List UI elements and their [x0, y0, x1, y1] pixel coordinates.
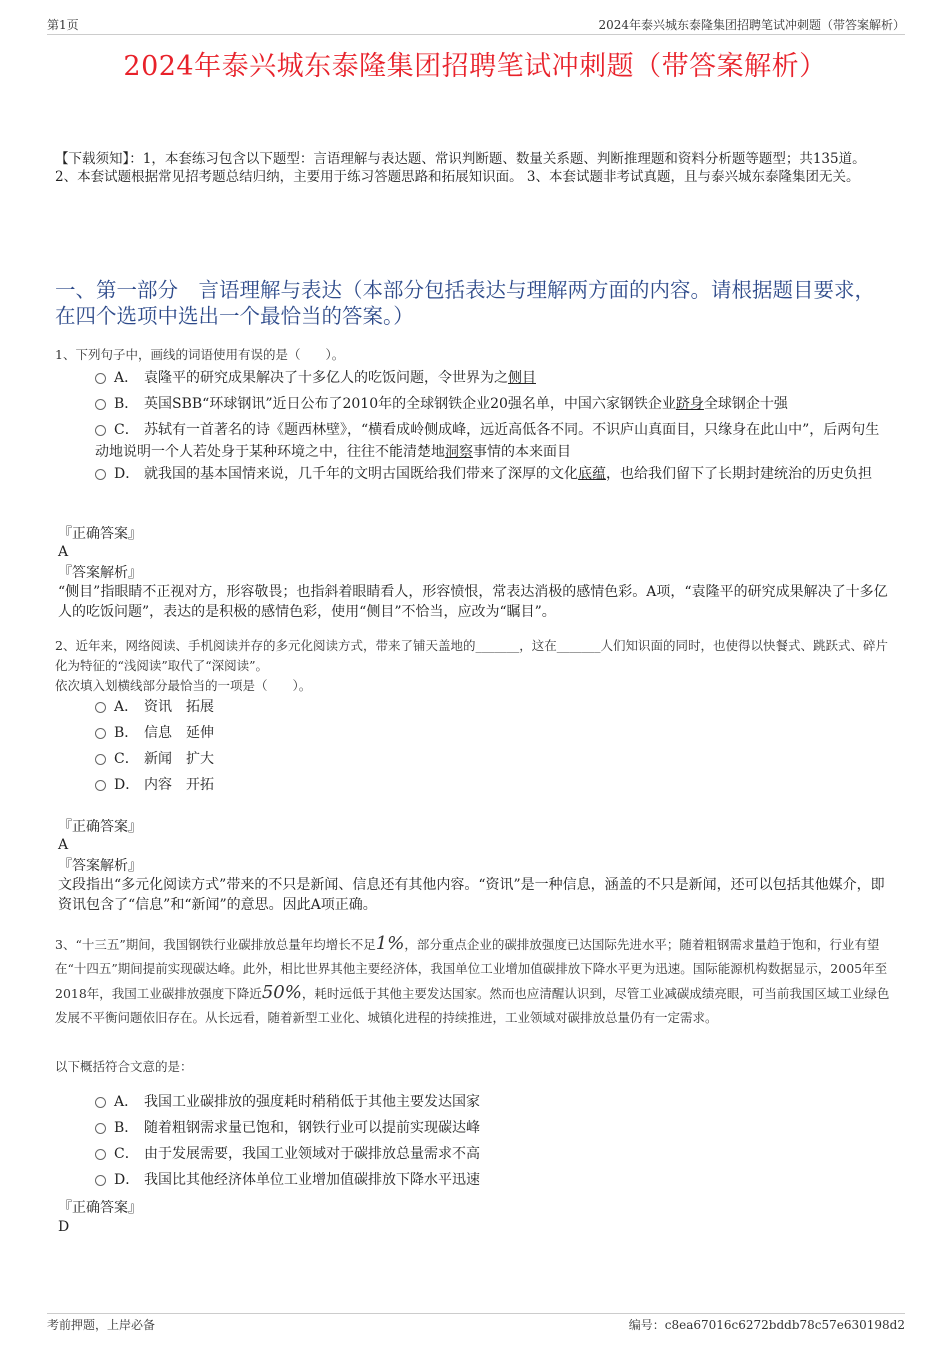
q1-option-b[interactable]: B． 英国SBB“环球钢讯”近日公布了2010年的全球钢铁企业20强名单，中国六家钢铁企业跻身全球钢企十强 [95, 393, 890, 415]
q3-answer: D [58, 1219, 70, 1235]
radio-icon[interactable] [95, 1097, 106, 1108]
page-number: 第1页 [47, 18, 79, 32]
q3-option-a[interactable]: A． 我国工业碳排放的强度耗时稍稍低于其他主要发达国家 [95, 1091, 890, 1113]
q3-option-d[interactable]: D． 我国比其他经济体单位工业增加值碳排放下降水平迅速 [95, 1169, 890, 1191]
q3-stem: 3、“十三五”期间，我国钢铁行业碳排放总量年均增长不足1%，部分重点企业的碳排放强度已达国际先进水平；随着粗钢需求量趋于饱和，行业有望在“十四五”期间提前实现碳达峰。此外，相比世界其他主要经济体，我国单位工业增加值碳排放下降水平更为迅速。国际能源机构数据显示，2005年至2018年，我国工业碳排放强度下降近50%，耗时远低于其他主要发达国家。然而也应清醒认识到，尽管工业减碳成绩亮眼，可当前我国区域工业绿色发展不平衡问题依旧存在。从长远看，随着新型工业化、城镇化进程的持续推进，工业领域对碳排放总量仍有一定需求。 [55, 933, 890, 1025]
radio-icon[interactable] [95, 728, 106, 739]
radio-icon[interactable] [95, 469, 106, 480]
page-footer [47, 1313, 905, 1334]
radio-icon[interactable] [95, 702, 106, 713]
q3-option-c[interactable]: C． 由于发展需要，我国工业领域对于碳排放总量需求不高 [95, 1143, 890, 1165]
q1-option-a[interactable]: A． 袁隆平的研究成果解决了十多亿人的吃饭问题，令世界为之侧目 [95, 367, 890, 389]
page-header [47, 14, 905, 35]
q2-stem: 2、近年来，网络阅读、手机阅读并存的多元化阅读方式，带来了铺天盖地的_______，这在_______人们知识面的同时，也使得以快餐式、跳跃式、碎片化为特征的“浅阅读”取代了“深阅读”。 [55, 638, 888, 673]
radio-icon[interactable] [95, 399, 106, 410]
footer-doc-id: 编号：c8ea67016c6272bddb78c57e630198d2 [628, 1318, 905, 1332]
header-doc-title: 2024年泰兴城东泰隆集团招聘笔试冲刺题（带答案解析） [598, 18, 905, 32]
q2-option-a[interactable]: A． 资讯 拓展 [95, 696, 890, 718]
radio-icon[interactable] [95, 754, 106, 765]
q1-analysis: “侧目”指眼睛不正视对方，形容敬畏；也指斜着眼睛看人，形容愤恨，常表达消极的感情色彩。A项，“袁隆平的研究成果解决了十多亿人的吃饭问题”，表达的是积极的感情色彩，使用“侧目”不恰当，应改为“瞩目”。 [58, 584, 888, 620]
radio-icon[interactable] [95, 1123, 106, 1134]
q1-option-d[interactable]: D． 就我国的基本国情来说，几千年的文明古国既给我们带来了深厚的文化底蕴，也给我们留下了长期封建统治的历史负担 [95, 463, 890, 485]
radio-icon[interactable] [95, 373, 106, 384]
q2-answer-label: 『正确答案』 [58, 819, 142, 835]
radio-icon[interactable] [95, 1175, 106, 1186]
q1-option-c[interactable]: C． 苏轼有一首著名的诗《题西林壁》，“横看成岭侧成峰，远近高低各不同。不识庐山真面目，只缘身在此山中”，后两句生动地说明一个人若处身于某种环境之中，往往不能清楚地洞察事情的本来面目 [95, 422, 880, 460]
download-notice: 【下载须知】：1，本套练习包含以下题型：言语理解与表达题、常识判断题、数量关系题、判断推理题和资料分析题等题型；共135道。 2、本套试题根据常见招考题总结归纳，主要用于练习答题思路和拓展知识面。 3、本套试题非考试真题，且与泰兴城东泰隆集团无关。 [55, 151, 866, 185]
q1-analysis-label: 『答案解析』 [58, 565, 142, 581]
q1-answer: A [58, 544, 69, 560]
radio-icon[interactable] [95, 425, 106, 436]
q2-answer: A [58, 837, 69, 853]
q3-answer-label: 『正确答案』 [58, 1200, 142, 1216]
footer-slogan: 考前押题，上岸必备 [47, 1318, 156, 1332]
q3-math-1pct: 1% [375, 933, 405, 954]
q1-stem: 1、下列句子中，画线的词语使用有误的是（ ）。 [55, 347, 345, 362]
q2-analysis: 文段指出“多元化阅读方式”带来的不只是新闻、信息还有其他内容。“资讯”是一种信息，涵盖的不只是新闻，还可以包括其他媒介，即资讯包含了“信息”和“新闻”的意思。因此A项正确。 [58, 877, 885, 913]
radio-icon[interactable] [95, 1149, 106, 1160]
q2-option-d[interactable]: D． 内容 开拓 [95, 774, 890, 796]
q2-analysis-label: 『答案解析』 [58, 858, 142, 874]
section-heading: 一、第一部分 言语理解与表达（本部分包括表达与理解两方面的内容。请根据题目要求，在四个选项中选出一个最恰当的答案。） [55, 278, 875, 328]
page-title: 2024年泰兴城东泰隆集团招聘笔试冲刺题（带答案解析） [123, 51, 827, 82]
q3-math-50pct: 50% [261, 982, 302, 1003]
radio-icon[interactable] [95, 780, 106, 791]
q2-option-c[interactable]: C． 新闻 扩大 [95, 748, 890, 770]
q3-option-b[interactable]: B． 随着粗钢需求量已饱和，钢铁行业可以提前实现碳达峰 [95, 1117, 890, 1139]
q1-answer-label: 『正确答案』 [58, 526, 142, 542]
q2-stem-instruction: 依次填入划横线部分最恰当的一项是（ ）。 [55, 678, 312, 693]
q3-prompt: 以下概括符合文意的是： [55, 1059, 193, 1074]
q2-option-b[interactable]: B． 信息 延伸 [95, 722, 890, 744]
